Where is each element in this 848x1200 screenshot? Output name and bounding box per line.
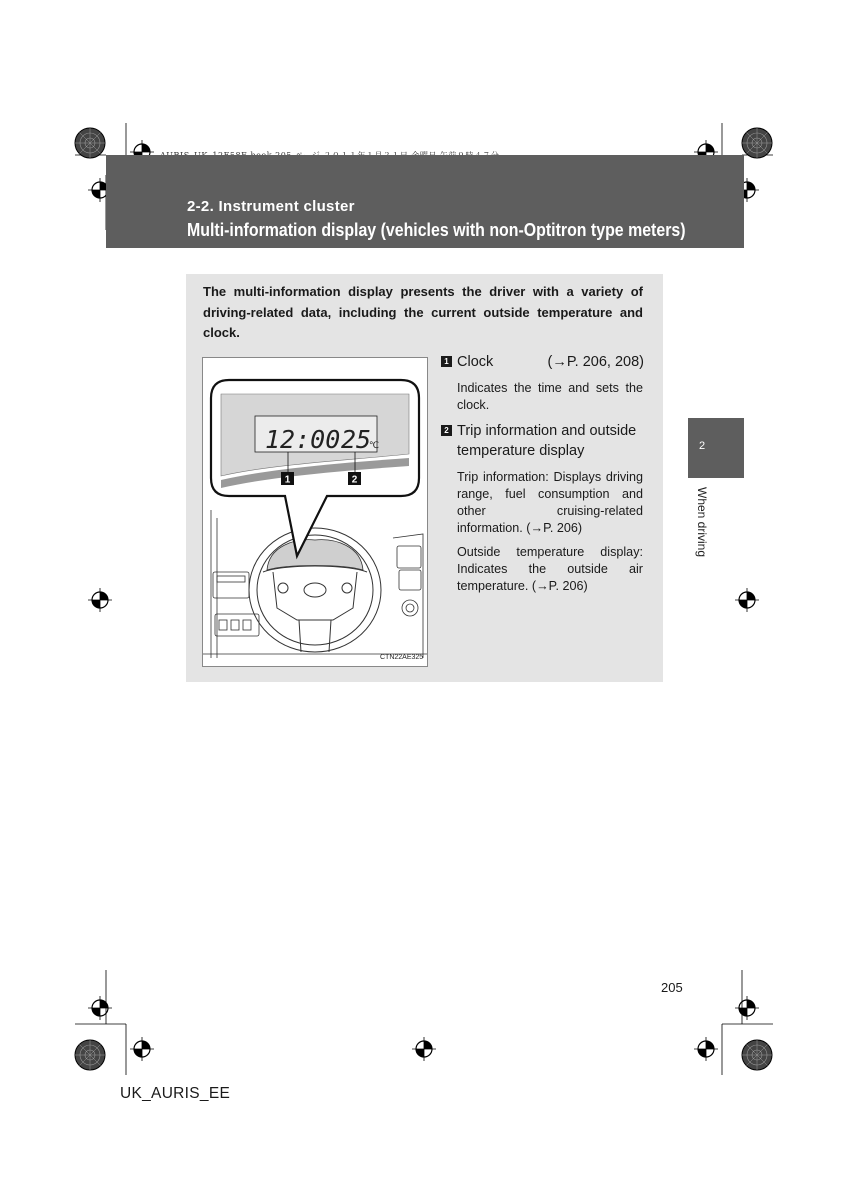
cluster-hood <box>267 540 363 570</box>
callout-2-label: 2 <box>351 474 358 486</box>
item-1-number: 1 <box>441 356 452 367</box>
section-label: 2-2. Instrument cluster <box>187 198 355 215</box>
item-1-page-ref[interactable]: (→P. 206, 208) <box>547 354 644 370</box>
item-2-description-temp: Outside temperature display: Indicates the outside air temperature. (→P. 206) <box>457 545 643 593</box>
item-2-title: Trip information and outside temperature display <box>457 423 637 459</box>
callout-1-label: 1 <box>284 474 291 486</box>
footer-code: UK_AURIS_EE <box>120 1085 231 1102</box>
figure-illustration <box>202 357 428 667</box>
item-1-description: Indicates the time and sets the clock. <box>457 381 643 412</box>
display-temp: 25 <box>341 425 372 454</box>
item-2-heading <box>441 421 644 461</box>
dashboard-lines <box>203 510 427 658</box>
item-1-heading <box>441 352 644 372</box>
page-title: Multi-information display (vehicles with non-Optitron type meters) <box>187 219 686 240</box>
item-1-title: Clock <box>457 354 494 370</box>
intro-paragraph: The multi-information display presents the driver with a variety of driving-related data, including the current outside temperature and clock. <box>203 284 643 340</box>
display-time: 12:00 <box>265 425 341 454</box>
item-2-number: 2 <box>441 425 452 436</box>
chapter-label: When driving <box>695 487 709 558</box>
figure-code: CTN22AE325 <box>380 654 424 661</box>
item-2-description-trip: Trip information: Displays driving range, fuel consumption and other cruising-related information. (→P. 206) <box>457 470 643 535</box>
page-number: 205 <box>661 980 683 995</box>
chapter-number: 2 <box>698 440 706 452</box>
display-unit: ℃ <box>369 441 380 451</box>
dashboard-illustration <box>203 358 427 666</box>
